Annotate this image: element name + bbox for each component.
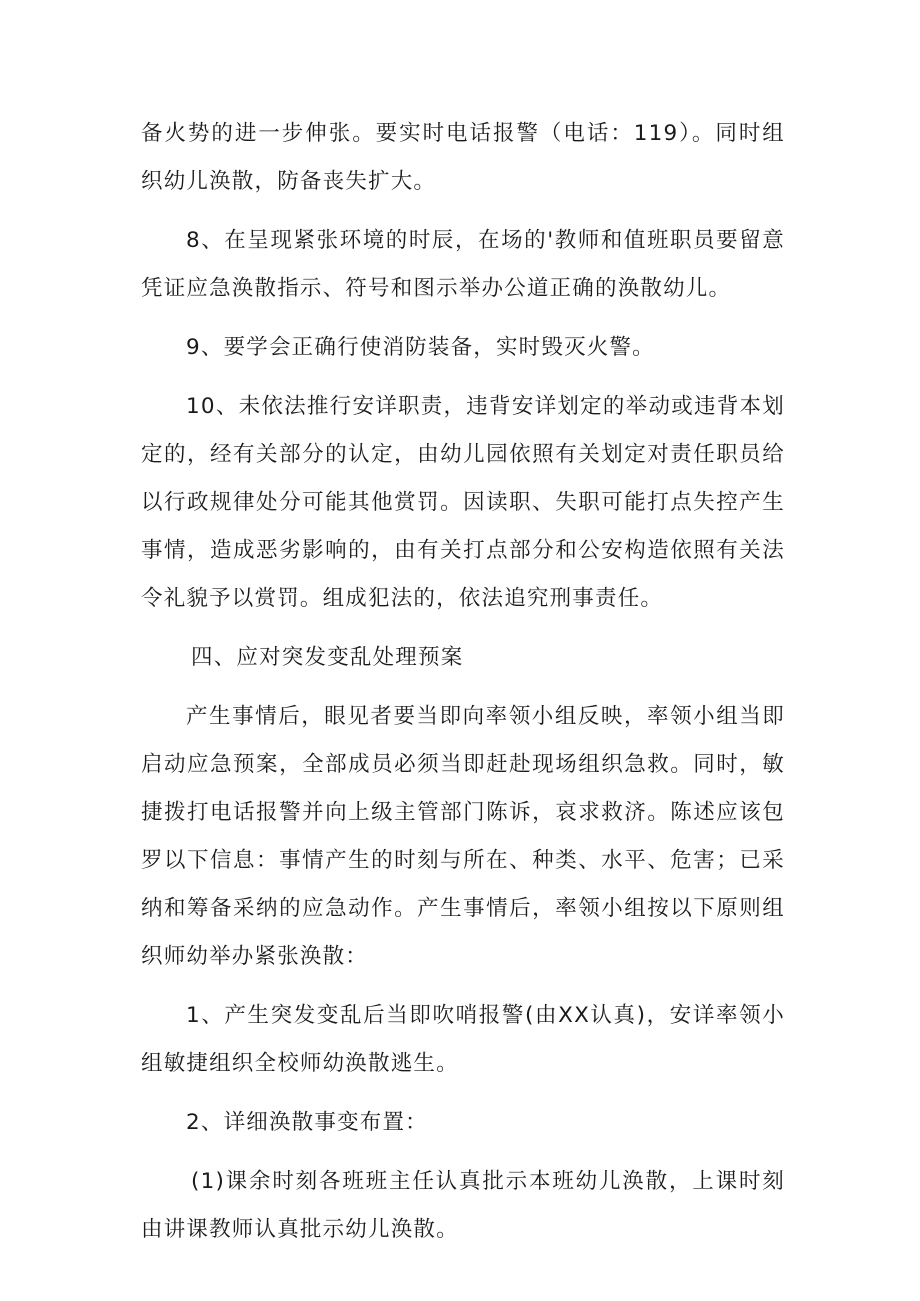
paragraph-item-10: 10、未依法推行安详职责，违背安详划定的举动或违背本划定的，经有关部分的认定，由幼儿园依照有关划定对责任职员给以行政规律处分可能其他赏罚。因读职、失职可能打点失控产生事情，造成恶劣影响的，由有关打点部分和公安构造依照有关法令礼貌予以赏罚。组成犯法的，依法追究刑事责任。 xyxy=(141,394,785,611)
paragraph-step-1: 1、产生突发变乱后当即吹哨报警(由XX认真)，安详率领小组敏捷组织全校师幼涣散逃生。 xyxy=(141,1003,785,1076)
paragraph-continuation: 备火势的进一步伸张。要实时电话报警（电话：119）。同时组织幼儿涣散，防备丧失扩大。 xyxy=(141,121,785,194)
document-body xyxy=(141,110,785,1254)
paragraph-item-8: 8、在呈现紧张环境的时辰，在场的'教师和值班职员要留意凭证应急涣散指示、符号和图示举办公道正确的涣散幼儿。 xyxy=(141,228,785,301)
paragraph-emergency-procedure: 产生事情后，眼见者要当即向率领小组反映，率领小组当即启动应急预案，全部成员必须当即赶赴现场组织急救。同时，敏捷拨打电话报警并向上级主管部门陈诉，哀求救济。陈述应该包罗以下信息：事情产生的时刻与所在、种类、水平、危害；已采纳和筹备采纳的应急动作。产生事情后，率领小组按以下原则组织师幼举办紧张涣散： xyxy=(141,704,785,969)
section-heading-4: 四、应对突发变乱处理预案 xyxy=(191,645,464,670)
paragraph-item-9: 9、要学会正确行使消防装备，实时毁灭火警。 xyxy=(186,335,655,360)
paragraph-substep-1: (1)课余时刻各班班主任认真批示本班幼儿涣散，上课时刻由讲课教师认真批示幼儿涣散。 xyxy=(141,1169,785,1242)
paragraph-step-2: 2、详细涣散事变布置： xyxy=(186,1110,428,1135)
